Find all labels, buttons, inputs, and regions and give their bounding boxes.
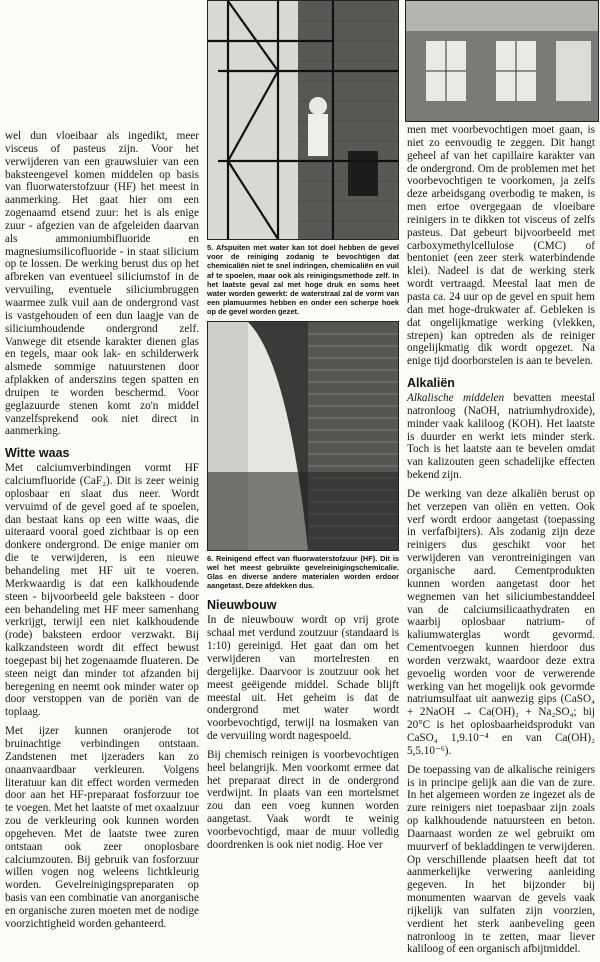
caption-photo-5: 5. Afspuiten met water kan tot doel hebben de gevel voor de reiniging zodanig te bevochtigen dat chemicaliën niet te snel indringen, chemicaliën en vuil af te spoelen, maar ook als reinigingsmethode zelf. In het laatste geval zal met hoge druk en soms heet water worden gewerkt: de waterstraal zal de vorm van een plamuurmes hebben en onder een scherpe hoek op de gevel worden gezet. [207, 243, 399, 317]
term-alkalische-middelen: Alkalische middelen [407, 392, 505, 405]
heading-nieuwbouw: Nieuwbouw [207, 598, 277, 613]
paragraph-calciumfluoride: Met calciumverbindingen vormt HF calciumfluoride (CaF₂). Dit is zeer weinig oplosbaar en slaat dus neer. Wordt vervuimd of de gevel goed af te spoelen, dan bestaat kans op een witte waas, die uiteraard vooral goed zichtbaar is op een donkere ondergrond. De enige manier om die te verwijderen, is een nieuwe behandeling met HF uit te voeren. Merkwaardig is dat een kalkhoudende steen - bijvoorbeeld gele baksteen - door een behandeling met HF meer samenhang verkrijgt, terwijl een niet kalkhoudende (rode) baksteen erdoor verzwakt. Bij kalkzandsteen wordt dit effect bewust toegepast bij het zogenaamde fluateren. De steen neigt dan minder tot afzanden bij beregening en neemt ook minder water op door verstoppen van de poriën van de toplaag. [5, 462, 199, 719]
paragraph-toepassing: De toepassing van de alkalische reinigers is in principe gelijk aan die van de zure. In het algemeen worden ze ingezet als de zure reinigers niet toepasbaar zijn zoals op kalkhoudende natuursteen en beton. Daarnaast worden ze wel gebruikt om muurverf of bekladdingen te verwijderen. Op verschillende plaatsen heeft dat tot aanmerkelijke verwering aanleiding gegeven. In het bijzonder bij monumenten waarvan de gevels vaak rijkelijk van sulfaten zijn voorzien, verdient het sterk aanbeveling geen natronloog in te zetten, maar liever kaliloog of een organisch afbijtmiddel. [407, 763, 595, 956]
scaffolding-illustration [208, 1, 398, 239]
facade-illustration [406, 1, 598, 121]
paragraph-alkalische-middelen-text: bevatten meestal natronloog (NaOH, natriumhydroxide), minder vaak kaliloog (KOH). Het laatste is duurder en werkt iets minder sterk. Toch is het laatste aan te bevelen omdat van kalizouten geen schadelijke effecten bekend zijn. [407, 392, 595, 482]
column-right [407, 124, 595, 962]
column-left [5, 130, 199, 937]
paragraph-alkalische-middelen [407, 392, 595, 482]
paragraph-voorbevochtigen-vervolg: men met voorbevochtigen moet gaan, is niet zo eenvoudig te zeggen. Dit hangt geheel af van het capillaire karakter van de ondergrond. Om de problemen met het voorbevochtigen te voorkomen, ja zelfs deze arbeidsgang overbodig te maken, is men ertoe overgegaan de vloeibare reinigers in te dikken tot visceus of zelfs pasteus. Dat gebeurt bijvoorbeeld met carboxymethylcellulose (CMC) of bentoniet (een zeer sterk waterbindende klei). Nadeel is dat de werking sterk wordt vertraagd. Meestal laat men de pasta ca. 24 uur op de gevel en spuit hem dan met hoge-drukwater af. Gebleken is dat ongelijkmatige werking (vlekken, strepen) kan optreden als de reiniger ongelijkmatig dik wordt opgezet. Na enige tijd doorborstelen is aan te bevelen. [407, 124, 595, 368]
paragraph-verzepen: De werking van deze alkaliën berust op het verzepen van oliën en vetten. Ook verf wordt erdoor aangetast (toepassing in verfafbijters). Als zodanig zijn deze reinigers dus geschikt voor het verwijderen van verontreinigingen van organische aard. Cementprodukten kunnen worden aangetast door het wegnemen van het siliciumbestanddeel van de calciumsilicaathydraten en waarbij oplosbaar natrium- of kaliumwaterglas wordt gevormd. Cementvoegen kunnen hierdoor dus worden verzwakt, waardoor deze extra gevoelig worden voor de verwerende werking van het mogelijk ook gevormde natriumsulfaat uit aanwezig gips (CaSO₄ + 2NaOH → Ca(OH)₂ + Na₂SO₄; bij 20°C is het oplosbaarheidsprodukt van CaSO₄ 1,9.10⁻⁴ en van Ca(OH)₂ 5,5.10⁻⁶). [407, 487, 595, 757]
column-middle [207, 0, 399, 858]
heading-alkalien: Alkaliën [407, 376, 455, 391]
paragraph-intro: wel dun vloeibaar als ingedikt, meer visceus of pasteus zijn. Voor het verwijderen van een grauwsluier van een baksteengevel komen middelen op basis van fluorwaterstofzuur (HF) het meest in aanmerking. Het gaat hier om een zogenaamd etsend zuur: het is als enige zuur - afgezien van de afgeleiden daarvan als ammoniumbifluoride en magnesiumsilicofluoride - in staat silicium op te lossen. De werking berust dus op het afbreken van eventueel siliciumstof in de vervuiling, eventuele siliciumbruggen waarmee zulk vuil aan de ondergrond vast is vastgehouden of een dun laagje van de siliciumhoudende ondergrond zelf. Vanwege dit etsende karakter dienen glas en tegels, maar ook lak- en schilderwerk alsmede sommige natuurstenen door afplakken of anderszins tegen spatten en druipen te worden beschermd. Voor geglazuurde stenen komt zo'n middel vanzelfsprekend ook niet direct in aanmerking. [5, 130, 199, 438]
photo-scaffolding [207, 0, 399, 240]
paragraph-ijzer: Met ijzer kunnen oranjerode tot bruinachtige verbindingen ontstaan. Zandstenen met ijzeraders kan zo onaanvaardbaar verkleuren. Volgens literatuur kan dit effect worden vermeden door aan het HF-preparaat fosforzuur toe te voegen. Met het laatste of met oxaalzuur zou de verkleuring ook kunnen worden opgeheven. Met de laatste twee zuren ontstaan ook zeer onoplosbare calciumzouten. Bij gebruik van fosforzuur willen vogen nog weleens lichtkleurig worden. Gevelreinigingspreparaten op basis van een combinatie van anorganische en organische zuren moeten met de nodige voorzichtigheid worden gehanteerd. [5, 725, 199, 930]
paragraph-nieuwbouw: In de nieuwbouw wordt op vrij grote schaal met verdund zoutzuur (standaard is 1:10) gereinigd. Het gaat dan om het verwijderen van mortelresten en dergelijke. Daarvoor is zoutzuur ook het meest geëigende middel. Schade blijft meestal uit. Het geheim is dat de ondergrond met water wordt voorbevochtigd, terwijl na losmaken van de vervuiling wordt nagespoeld. [207, 614, 399, 743]
photo-top-right-wrapper [405, 0, 597, 122]
photo-facade [405, 0, 599, 122]
heading-witte-waas: Witte waas [5, 446, 70, 461]
caption-photo-6: 6. Reinigend effect van fluorwaterstofzuur (HF). Dit is wel het meest gebruikte gevelreinigingschemicalie. Glas en diverse andere materialen worden erdoor aangetast. Deze afdekken dus. [207, 553, 399, 591]
photo-pilaster [207, 321, 399, 551]
pilaster-illustration [208, 322, 398, 550]
paragraph-voorbevochtigen: Bij chemisch reinigen is voorbevochtigen heel belangrijk. Men voorkomt ermee dat het preparaat direct in de ondergrond verdwijnt. In plaats van een mortelsmet zou dan een voeg kunnen worden aangetast. Vaak wordt te weinig voorbevochtigd, maar de muur volledig doordrenken is ook niet nodig. Hoe ver [207, 748, 399, 851]
